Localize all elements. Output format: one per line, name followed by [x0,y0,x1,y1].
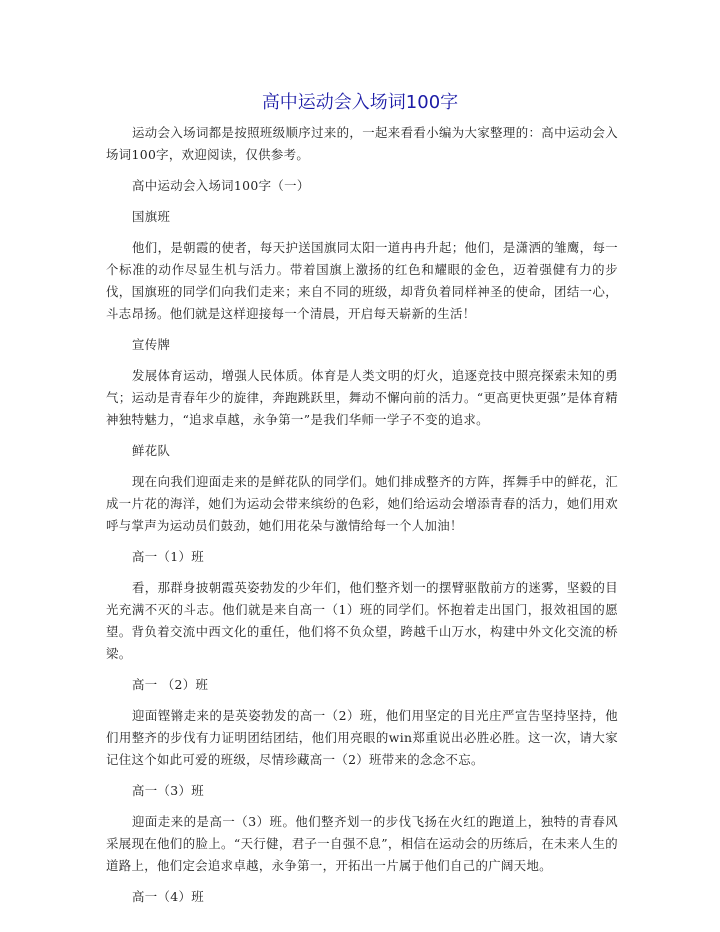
section-text: 迎面走来的是高一（3）班。他们整齐划一的步伐飞扬在火红的跑道上，独特的青春风采展现在他们的脸上。“天行健，君子一自强不息”，相信在运动会的历练后，在未来人生的道路上，他们定会追求卓越，永争第一，开拓出一片属于他们自己的广阔天地。 [106,814,618,873]
section-text: 发展体育运动，增强人民体质。体育是人类文明的灯火，追逐竞技中照亮探索未知的勇气；运动是青春年少的旋律，奔跑跳跃里，舞动不懈向前的活力。“更高更快更强”是体育精神独特魅力，“追求卓越，永争第一”是我们华师一学子不变的追求。 [106,368,618,427]
intro-paragraph: 运动会入场词都是按照班级顺序过来的，一起来看看小编为大家整理的：高中运动会入场词100字，欢迎阅读，仅供参考。 [106,125,618,162]
section-heading: 高一（4）班 [132,889,204,904]
section-heading: 高一（3）班 [132,783,204,798]
document-body [106,122,618,908]
section-heading: 高一（1）班 [132,549,204,564]
section-heading: 宣传牌 [132,337,171,352]
section-text: 看，那群身披朝霞英姿勃发的少年们，他们整齐划一的摆臂驱散前方的迷雾，坚毅的目光充满不灭的斗志。他们就是来自高一（1）班的同学们。怀抱着走出国门，报效祖国的愿望。背负着交流中西文化的重任，他们将不负众望，跨越千山万水，构建中外文化交流的桥梁。 [106,580,618,661]
section-heading: 鲜花队 [132,443,171,458]
section-text: 现在向我们迎面走来的是鲜花队的同学们。她们排成整齐的方阵，挥舞手中的鲜花，汇成一片花的海洋，她们为运动会带来缤纷的色彩，她们给运动会增添青春的活力，她们用欢呼与掌声为运动员们鼓劲，她们用花朵与激情给每一个人加油！ [106,474,618,533]
subtitle: 高中运动会入场词100字（一） [132,178,310,193]
section-heading: 国旗班 [132,209,171,224]
section-text: 迎面铿锵走来的是英姿勃发的高一（2）班，他们用坚定的目光庄严宣告坚持坚持，他们用整齐的步伐有力证明团结团结，他们用亮眼的win郑重说出必胜必胜。这一次，请大家记住这个如此可爱的班级，尽情珍藏高一（2）班带来的念念不忘。 [106,708,618,767]
section-text: 他们，是朝霞的使者，每天护送国旗同太阳一道冉冉升起；他们，是潇洒的雏鹰，每一个标准的动作尽显生机与活力。带着国旗上激扬的红色和耀眼的金色，迈着强健有力的步伐，国旗班的同学们向我们走来；来自不同的班级，却背负着同样神圣的使命，团结一心，斗志昂扬。他们就是这样迎接每一个清晨，开启每天崭新的生活！ [106,240,618,321]
section-heading: 高一 （2）班 [132,677,209,692]
document-title: 高中运动会入场词100字 [261,92,459,113]
